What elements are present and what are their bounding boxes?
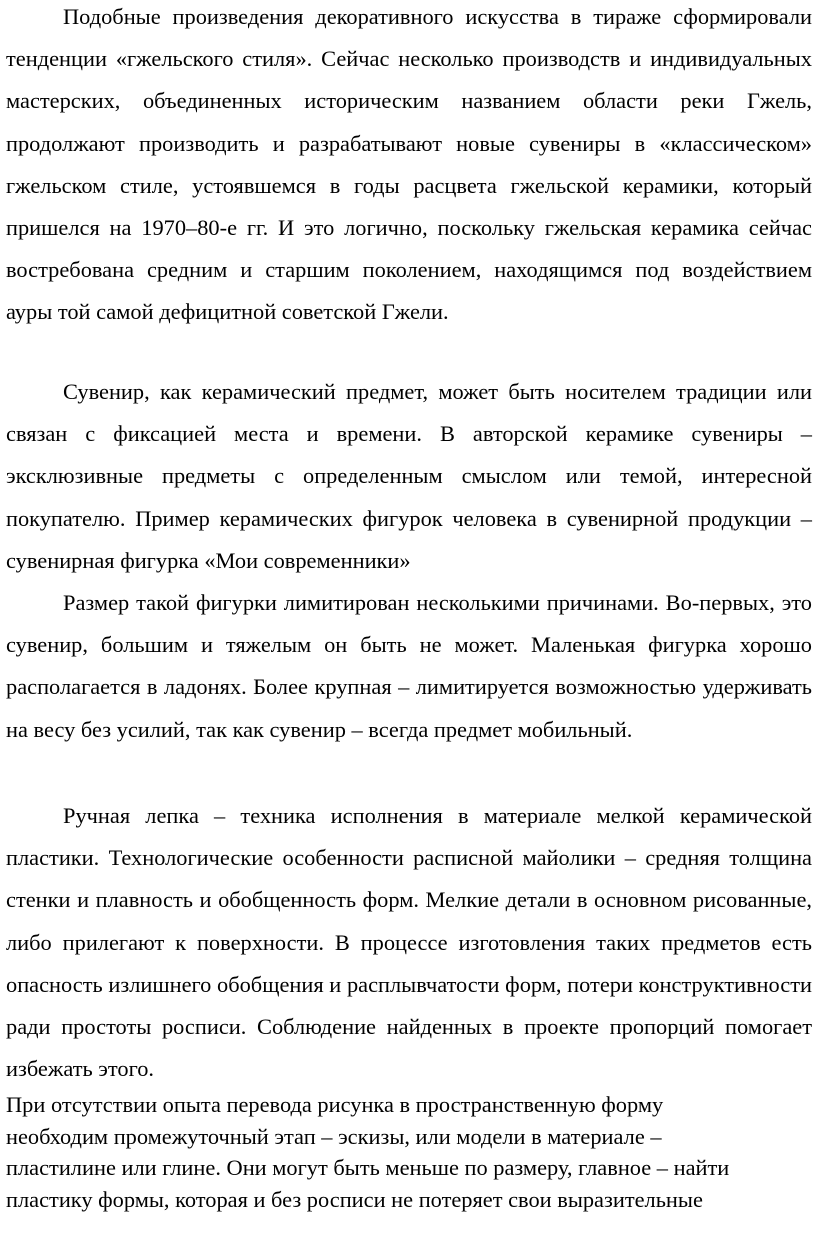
paragraph-souvenir-tradition: Сувенир, как керамический предмет, может быть носителем традиции или связан с фиксацией места и времени. В авторской керамике сувениры – эксклюзивные предметы с определенным смыслом или темой, интересной покупателю. Пример керамических фигурок человека в сувенирной продукции – сувенирная фигурка «Мои современники» bbox=[6, 379, 812, 573]
text-line: При отсутствии опыта перевода рисунка в пространственную форму bbox=[6, 1092, 664, 1117]
paragraph-sketch-stage bbox=[6, 1089, 812, 1215]
paragraph-figurine-size: Размер такой фигурки лимитирован несколькими причинами. Во-первых, это сувенир, большим и тяжелым он быть не может. Маленькая фигурка хорошо располагается в ладонях. Более крупная – лимитируется возможностью удерживать на весу без усилий, так как сувенир – всегда предмет мобильный. bbox=[6, 590, 812, 742]
paragraph-hand-modeling: Ручная лепка – техника исполнения в материале мелкой керамической пластики. Технологические особенности расписной майолики – средняя толщина стенки и плавность и обобщенность форм. Мелкие детали в основном рисованные, либо прилегают к поверхности. В процессе изготовления таких предметов есть опасность излишнего обобщения и расплывчатости форм, потери конструктивности ради простоты росписи. Соблюдение найденных в проекте пропорций помогает избежать этого. bbox=[6, 803, 812, 1082]
text-line: пластилине или глине. Они могут быть меньше по размеру, главное – найти bbox=[6, 1155, 730, 1180]
text-line: необходим промежуточный этап – эскизы, или модели в материале – bbox=[6, 1123, 662, 1149]
text-line: пластику формы, которая и без росписи не потеряет свои выразительные bbox=[6, 1186, 703, 1212]
paragraph-gzhel-style: Подобные произведения декоративного искусства в тираже сформировали тенденции «гжельского стиля». Сейчас несколько производств и индивидуальных мастерских, объединенных историческим названием области реки Гжель, продолжают производить и разрабатывают новые сувениры в «классическом» гжельском стиле, устоявшемся в годы расцвета гжельской керамики, который пришелся на 1970–80-е гг. И это логично, поскольку гжельская керамика сейчас востребована средним и старшим поколением, находящимся под воздействием ауры той самой дефицитной советской Гжели. bbox=[6, 4, 812, 325]
